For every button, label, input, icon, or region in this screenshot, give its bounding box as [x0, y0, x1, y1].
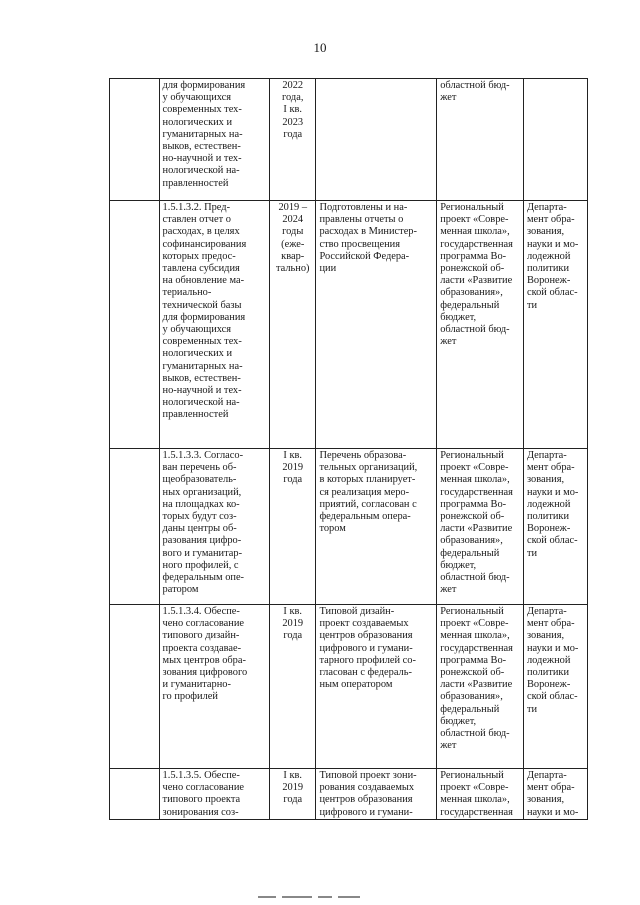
text-line: мент обра- — [526, 462, 575, 474]
text-line: зования, — [526, 474, 565, 486]
text-line: жет — [440, 336, 457, 348]
table-row — [110, 201, 588, 449]
text-line: жет — [440, 740, 457, 752]
table-row — [110, 605, 588, 769]
text-line: Департа- — [526, 202, 567, 213]
text-line: Подготовлены и на- — [319, 202, 408, 213]
text-line: науки и мо- — [526, 806, 579, 818]
page-number: 10 — [313, 40, 327, 55]
text-line: мент обра- — [526, 618, 575, 630]
text-line: политики — [526, 263, 570, 275]
text-line: типового дизайн- — [162, 630, 240, 642]
text-line: Региональный — [440, 202, 504, 213]
text-line: ного профилей, с — [162, 559, 239, 571]
text-line: менная школа», — [440, 794, 510, 806]
text-line: политики — [526, 667, 570, 679]
text-line: года — [283, 630, 303, 642]
text-line: 2024 — [282, 214, 304, 226]
text-line: Региональный — [440, 770, 504, 781]
text-line: на обновление ма- — [162, 275, 245, 287]
text-line: областной бюд- — [440, 80, 510, 91]
text-line: года, — [282, 92, 304, 104]
text-line: в которых планирует- — [319, 474, 416, 486]
text-line: правленностей — [162, 177, 229, 189]
table-row — [110, 449, 588, 605]
text-line: даны центры об- — [162, 523, 237, 535]
table-body — [110, 79, 588, 820]
text-line: Региональный — [440, 450, 504, 461]
cell-period — [270, 449, 316, 605]
text-line: областной бюд- — [440, 572, 510, 584]
text-line: ти — [526, 547, 538, 559]
text-line: современных тех- — [162, 336, 242, 348]
cell-period — [270, 201, 316, 449]
text-line: гуманитарных на- — [162, 360, 243, 372]
text-line: вого и гуманитар- — [162, 547, 243, 559]
cell-funding-source — [437, 605, 524, 769]
text-line: для формирования — [162, 80, 246, 91]
text-line: лодежной — [526, 498, 571, 510]
text-line: проект «Совре- — [440, 782, 509, 794]
cell-funding-source — [437, 79, 524, 201]
text-line: областной бюд- — [440, 324, 510, 336]
text-line: ласти «Развитие — [440, 275, 513, 287]
text-line: ных организаций, — [162, 486, 242, 498]
text-line: современных тех- — [162, 104, 242, 116]
text-line: 2019 — [282, 462, 304, 474]
text-line: образования», — [440, 691, 503, 703]
text-line: ство просвещения — [319, 238, 401, 250]
text-line: (еже- — [281, 238, 305, 250]
text-line: ван перечень об- — [162, 462, 237, 474]
cell-result — [316, 769, 437, 820]
text-line: Департа- — [526, 770, 567, 781]
text-line: расходах в Министер- — [319, 226, 417, 238]
text-line: 2022 — [282, 80, 304, 91]
cell-measure — [159, 79, 269, 201]
cell-funding-source — [437, 201, 524, 449]
text-line: программа Во- — [440, 654, 507, 666]
scan-artifact-mark — [258, 896, 378, 899]
text-line: 2023 — [282, 116, 304, 128]
text-line: типового проекта — [162, 794, 241, 806]
text-line: чено согласование — [162, 618, 244, 630]
text-line: проекта создавае- — [162, 642, 242, 654]
text-line: центров образования — [319, 630, 413, 642]
text-line: годы — [282, 226, 304, 238]
text-line: го профилей — [162, 691, 218, 703]
text-line: териально- — [162, 287, 212, 299]
text-line: программа Во- — [440, 498, 507, 510]
text-line: государственная — [440, 806, 513, 818]
text-line: щеобразователь- — [162, 474, 237, 486]
cell-result — [316, 201, 437, 449]
text-line: ратором — [162, 584, 199, 596]
text-line: бюджет, — [440, 559, 477, 571]
text-line: бюджет, — [440, 715, 477, 727]
text-line: нологической на- — [162, 397, 240, 409]
text-line: 2019 — [282, 782, 304, 794]
text-line: образования», — [440, 287, 503, 299]
text-line: I кв. — [283, 104, 303, 116]
cell-measure — [159, 605, 269, 769]
text-line: государственная — [440, 238, 513, 250]
cell-blank — [110, 201, 160, 449]
text-line: ти — [526, 299, 538, 311]
text-line: квар- — [281, 250, 305, 262]
text-line: ции — [319, 263, 337, 275]
text-line: у обучающихся — [162, 92, 232, 104]
text-line: но-научной и тех- — [162, 385, 242, 397]
text-line: Типовой дизайн- — [319, 606, 395, 617]
cell-responsible — [523, 201, 587, 449]
text-line: федеральным опера- — [319, 511, 411, 523]
text-line: нологических и — [162, 116, 233, 128]
text-line: Воронеж- — [526, 275, 571, 287]
text-line: Российской Федера- — [319, 250, 410, 262]
text-line: государственная — [440, 486, 513, 498]
text-line: 1.5.1.3.3. Согласо- — [162, 450, 244, 461]
cell-measure — [159, 449, 269, 605]
text-line: центров образования — [319, 794, 413, 806]
text-line: тором — [319, 523, 346, 535]
text-line: разования цифро- — [162, 535, 242, 547]
text-line: Перечень образова- — [319, 450, 407, 461]
text-line: года — [283, 474, 303, 486]
text-line: 1.5.1.3.2. Пред- — [162, 202, 231, 213]
text-line: I кв. — [283, 770, 303, 781]
text-line: науки и мо- — [526, 238, 579, 250]
text-line: бюджет, — [440, 311, 477, 323]
cell-funding-source — [437, 769, 524, 820]
text-line: 2019 – — [278, 202, 308, 213]
text-line: выков, естествен- — [162, 141, 241, 153]
text-line: тально) — [275, 263, 310, 275]
table-row — [110, 769, 588, 820]
text-line: и гуманитарно- — [162, 679, 231, 691]
text-line: ронежской об- — [440, 667, 505, 679]
text-line: тарного профилей со- — [319, 654, 416, 666]
text-line: нологических и — [162, 348, 233, 360]
text-line: федеральным опе- — [162, 572, 245, 584]
text-line: тельных организаций, — [319, 462, 418, 474]
text-line: ронежской об- — [440, 263, 505, 275]
text-line: науки и мо- — [526, 486, 579, 498]
text-line: менная школа», — [440, 474, 510, 486]
text-line: Департа- — [526, 450, 567, 461]
text-line: ской облас- — [526, 691, 578, 703]
text-line: зования цифрового — [162, 667, 248, 679]
cell-measure — [159, 769, 269, 820]
table-row — [110, 79, 588, 201]
text-line: приятий, согласован с — [319, 498, 417, 510]
text-line: I кв. — [283, 450, 303, 461]
text-line: 1.5.1.3.4. Обеспе- — [162, 606, 240, 617]
cell-funding-source — [437, 449, 524, 605]
text-line: Воронеж- — [526, 523, 571, 535]
text-line: для формирования — [162, 311, 246, 323]
text-line: цифрового и гумани- — [319, 642, 413, 654]
text-line: гуманитарных на- — [162, 128, 243, 140]
text-line: правленностей — [162, 409, 229, 421]
text-line: науки и мо- — [526, 642, 579, 654]
text-line: жет — [440, 92, 457, 104]
text-line: зонирования соз- — [162, 806, 239, 818]
text-line: Воронеж- — [526, 679, 571, 691]
cell-measure — [159, 201, 269, 449]
text-line: мых центров обра- — [162, 654, 246, 666]
text-line: зования, — [526, 630, 565, 642]
text-line: года — [283, 794, 303, 806]
cell-responsible — [523, 605, 587, 769]
text-line: зования, — [526, 226, 565, 238]
text-line: ской облас- — [526, 287, 578, 299]
text-line: года — [283, 128, 303, 140]
text-line: 2019 — [282, 618, 304, 630]
text-line: областной бюд- — [440, 728, 510, 740]
measures-table — [109, 78, 588, 820]
text-line: мент обра- — [526, 782, 575, 794]
text-line: ти — [526, 703, 538, 715]
text-line: менная школа», — [440, 226, 510, 238]
text-line: у обучающихся — [162, 324, 232, 336]
text-line: государственная — [440, 642, 513, 654]
text-line: чено согласование — [162, 782, 244, 794]
text-line: нологической на- — [162, 165, 240, 177]
cell-result — [316, 79, 437, 201]
text-line: которых предос- — [162, 250, 236, 262]
text-line: зования, — [526, 794, 565, 806]
text-line: правлены отчеты о — [319, 214, 404, 226]
text-line: ся реализация меро- — [319, 486, 410, 498]
text-line: проект «Совре- — [440, 462, 509, 474]
cell-period — [270, 769, 316, 820]
text-line: ласти «Развитие — [440, 679, 513, 691]
text-line: федеральный — [440, 299, 500, 311]
text-line: политики — [526, 511, 570, 523]
text-line: гласован с федераль- — [319, 667, 412, 679]
text-line: ской облас- — [526, 535, 578, 547]
text-line: торых будут соз- — [162, 511, 237, 523]
cell-responsible — [523, 449, 587, 605]
cell-period — [270, 605, 316, 769]
text-line: лодежной — [526, 654, 571, 666]
text-line: софинансирования — [162, 238, 247, 250]
text-line: но-научной и тех- — [162, 153, 242, 165]
cell-blank — [110, 449, 160, 605]
cell-result — [316, 605, 437, 769]
text-line: Региональный — [440, 606, 504, 617]
text-line: лодежной — [526, 250, 571, 262]
text-line: проект «Совре- — [440, 214, 509, 226]
text-line: ласти «Развитие — [440, 523, 513, 535]
cell-responsible — [523, 79, 587, 201]
text-line: ным оператором — [319, 679, 393, 691]
text-line: на площадках ко- — [162, 498, 240, 510]
text-line: Департа- — [526, 606, 567, 617]
text-line: проект «Совре- — [440, 618, 509, 630]
text-line: менная школа», — [440, 630, 510, 642]
text-line: технической базы — [162, 299, 242, 311]
text-line: цифрового и гумани- — [319, 806, 413, 818]
text-line: проект создаваемых — [319, 618, 409, 630]
cell-blank — [110, 769, 160, 820]
text-line: образования», — [440, 535, 503, 547]
cell-blank — [110, 79, 160, 201]
text-line: рования создаваемых — [319, 782, 415, 794]
cell-responsible — [523, 769, 587, 820]
cell-period — [270, 79, 316, 201]
text-line: ставлен отчет о — [162, 214, 231, 226]
text-line: I кв. — [283, 606, 303, 617]
text-line: ронежской об- — [440, 511, 505, 523]
text-line: жет — [440, 584, 457, 596]
text-line: расходах, в целях — [162, 226, 240, 238]
text-line: программа Во- — [440, 250, 507, 262]
text-line: федеральный — [440, 703, 500, 715]
text-line: тавлена субсидия — [162, 263, 240, 275]
text-line: Типовой проект зони- — [319, 770, 417, 781]
text-line: 1.5.1.3.5. Обеспе- — [162, 770, 240, 781]
text-line: мент обра- — [526, 214, 575, 226]
text-line: выков, естествен- — [162, 372, 241, 384]
text-line: федеральный — [440, 547, 500, 559]
cell-result — [316, 449, 437, 605]
cell-blank — [110, 605, 160, 769]
